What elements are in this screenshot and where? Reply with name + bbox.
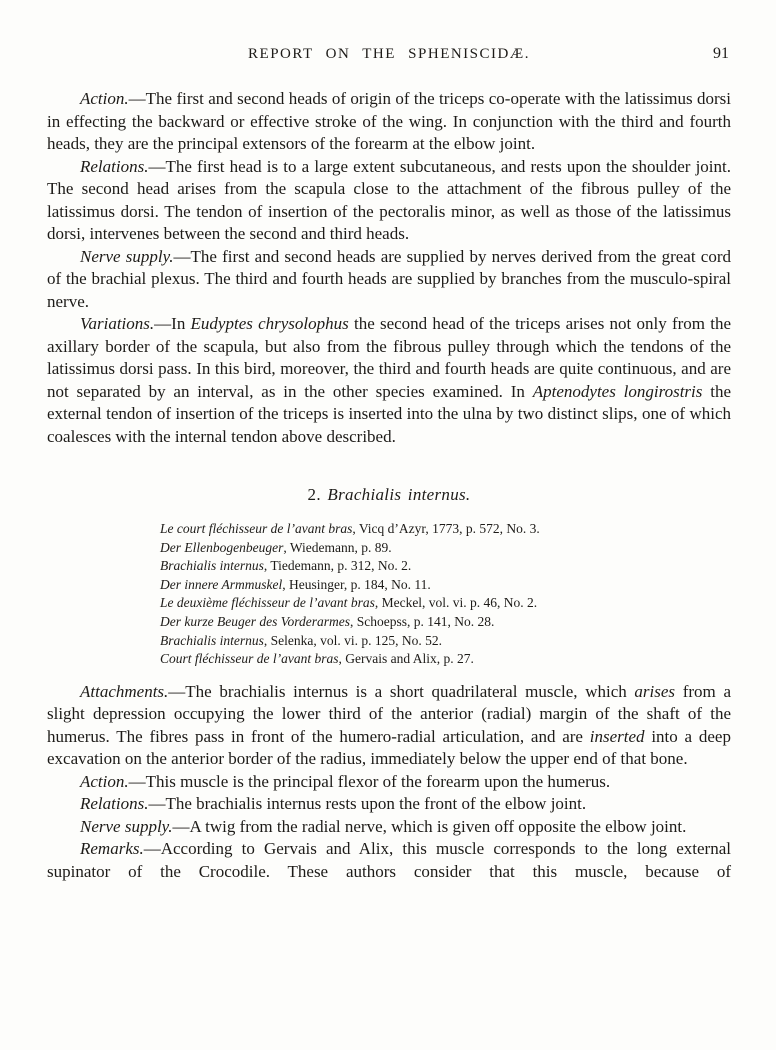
paragraph-variations-triceps: Variations.—In Eudyptes chrysolophus the second head of the triceps arises not only from the axillary border of the scapula, but also from the fibrous pulley through which the tendons of the latissimus dorsi pass. In this bird, moreover, the third and fourth heads are quite continuous, and are not separated by an interval, as in the other species examined. In Aptenodytes longirostris the external tendon of insertion of the triceps is inserted into the ulna by two distinct slips, one of which coalesces with the internal tendon above described.	[47, 314, 731, 446]
paragraph-action-triceps: Action.—The first and second heads of origin of the triceps co-operate with the latissimus dorsi in effecting the backward or effective stroke of the wing. In conjunction with the third and fourth heads, they are the principal extensors of the forearm at the elbow joint.	[47, 89, 731, 153]
paragraph-relations-brachialis: Relations.—The brachialis internus rests upon the front of the elbow joint.	[80, 794, 587, 814]
synonymy-list	[47, 520, 731, 669]
running-head	[47, 45, 731, 63]
paragraph-nerve-supply-triceps: Nerve supply.—The first and second heads are supplied by nerves derived from the great cord of the brachial plexus. The third and fourth heads are supplied by branches from the musculo-spiral nerve.	[47, 246, 731, 311]
paragraph-nerve-supply-brachialis: Nerve supply.—A twig from the radial nerve, which is given off opposite the elbow joint.	[80, 816, 687, 836]
synonymy-entry-5: Le deuxième fléchisseur de l’avant bras, Meckel, vol. vi. p. 46, No. 2.	[160, 595, 538, 611]
synonymy-entry-3: Brachialis internus, Tiedemann, p. 312, No. 2.	[160, 558, 412, 574]
paragraph-attachments-brachialis: Attachments.—The brachialis internus is a short quadrilateral muscle, which arises from a slight depression occupying the lower third of the anterior (radial) margin of the shaft of the humerus. The fibres pass in front of the humero-radial articulation, and are inserted into a deep excavation on the anterior border of the radius, immediately below the upper end of that bone.	[47, 681, 731, 769]
page-number: 91	[713, 45, 729, 62]
page-body	[47, 88, 731, 883]
synonymy-entry-6: Der kurze Beuger des Vorderarmes, Schoepss, p. 141, No. 28.	[160, 613, 495, 629]
synonymy-entry-8: Court fléchisseur de l’avant bras, Gervais and Alix, p. 27.	[160, 651, 474, 667]
synonymy-entry-1: Le court fléchisseur de l’avant bras, Vicq d’Azyr, 1773, p. 572, No. 3.	[160, 521, 540, 536]
section-heading-brachialis-internus: 2. Brachialis internus.	[307, 485, 471, 504]
synonymy-entry-4: Der innere Armmuskel, Heusinger, p. 184, No. 11.	[160, 576, 431, 592]
page-title: REPORT ON THE SPHENISCIDÆ.	[248, 46, 530, 62]
synonymy-entry-7: Brachialis internus, Selenka, vol. vi. p. 125, No. 52.	[160, 632, 442, 648]
paragraph-action-brachialis: Action.—This muscle is the principal flexor of the forearm upon the humerus.	[80, 771, 611, 791]
paragraph-remarks-brachialis: Remarks.—According to Gervais and Alix, this muscle corresponds to the long external supinator of the Crocodile. These authors consider that this muscle, because of	[47, 839, 731, 881]
synonymy-entry-2: Der Ellenbogenbeuger, Wiedemann, p. 89.	[160, 539, 392, 555]
paragraph-relations-triceps: Relations.—The first head is to a large extent subcutaneous, and rests upon the shoulder joint. The second head arises from the scapula close to the attachment of the fibrous pulley of the latissimus dorsi. The tendon of insertion of the pectoralis minor, as well as those of the latissimus dorsi, intervenes between the second and third heads.	[47, 156, 731, 243]
